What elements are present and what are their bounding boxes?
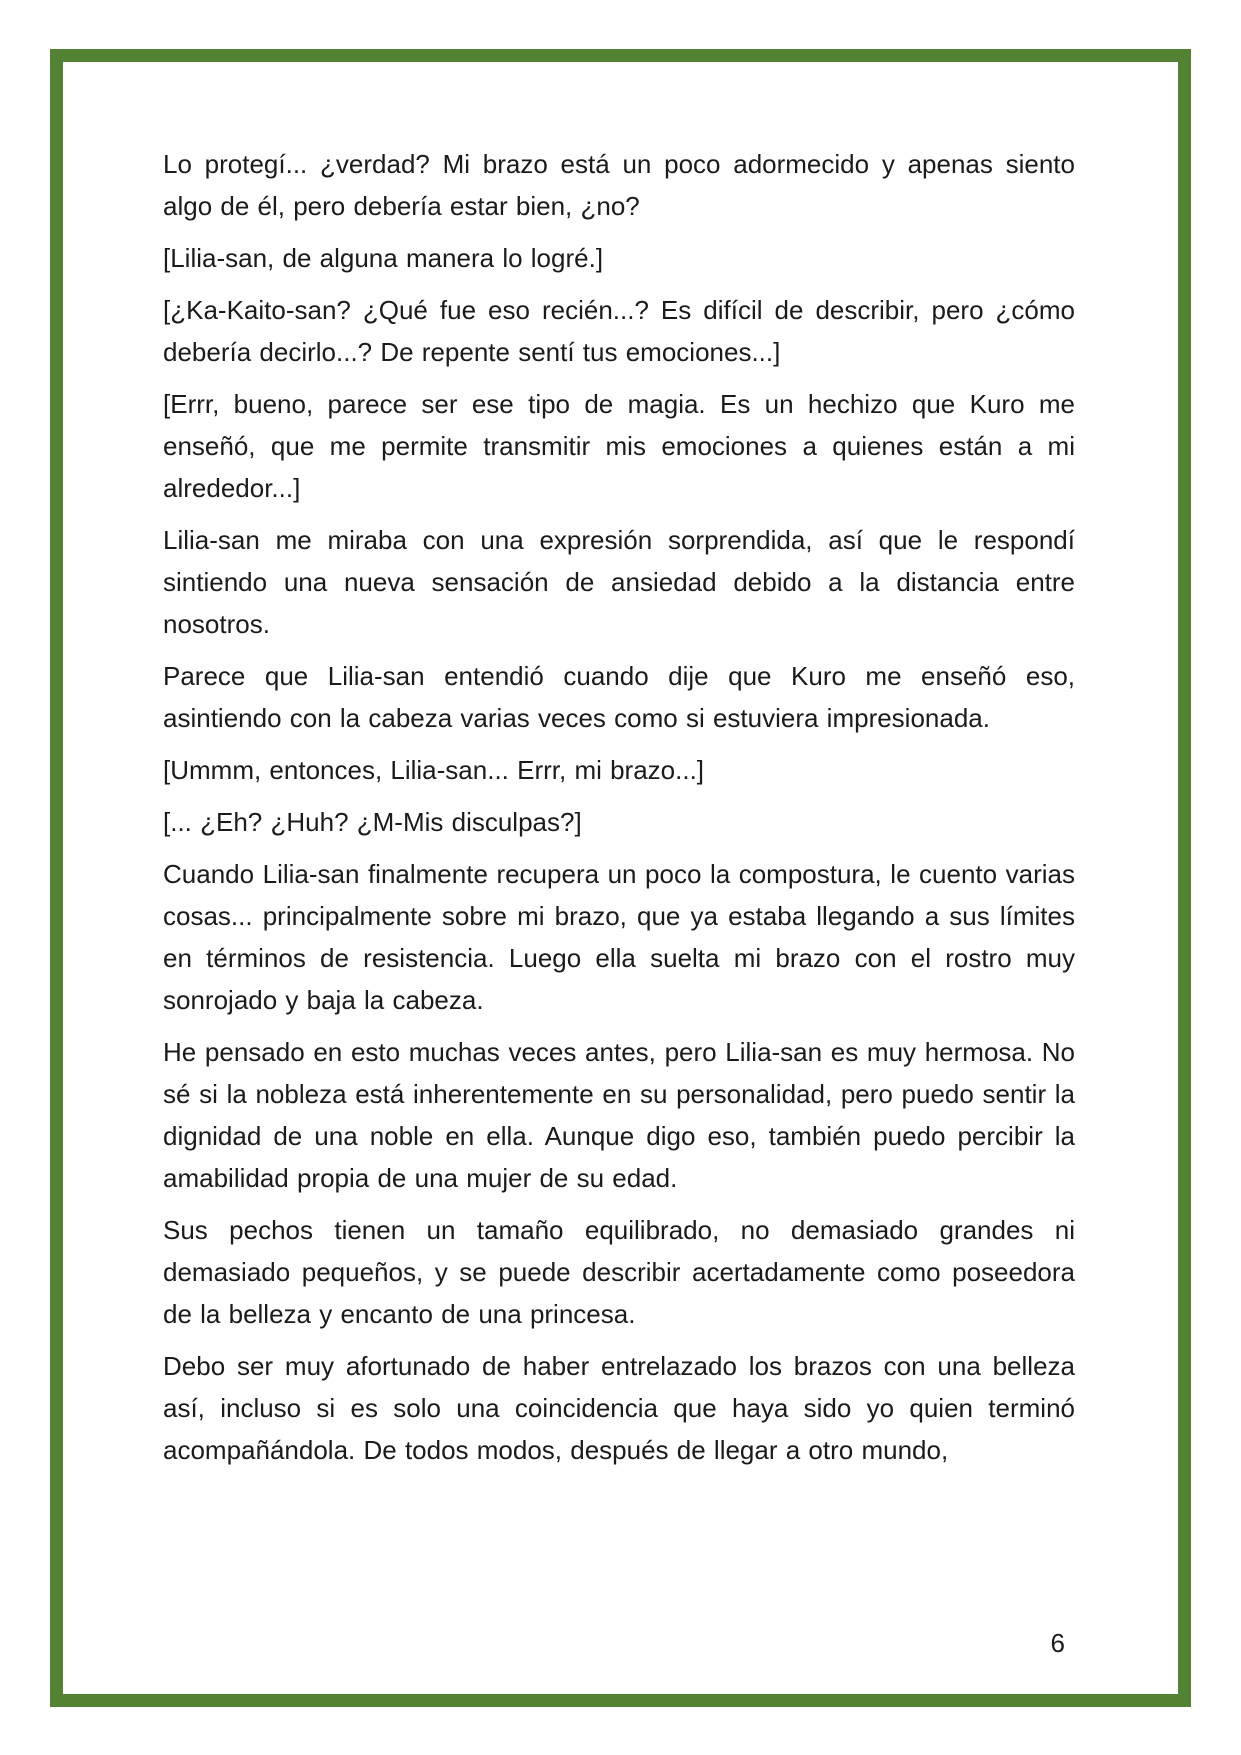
paragraph: Parece que Lilia-san entendió cuando dije que Kuro me enseñó eso, asintiendo con la cabeza varias veces como si estuviera impresionada. (163, 661, 1075, 733)
paragraph: [Ummm, entonces, Lilia-san... Errr, mi brazo...] (163, 755, 705, 785)
paragraph: Sus pechos tienen un tamaño equilibrado, no demasiado grandes ni demasiado pequeños, y se puede describir acertadamente como poseedora de la belleza y encanto de una princesa. (163, 1215, 1075, 1329)
paragraph: Cuando Lilia-san finalmente recupera un poco la compostura, le cuento varias cosas... principalmente sobre mi brazo, que ya estaba llegando a sus límites en términos de resistencia. Luego ella suelta mi brazo con el rostro muy sonrojado y baja la cabeza. (163, 859, 1075, 1015)
paragraph: He pensado en esto muchas veces antes, pero Lilia-san es muy hermosa. No sé si la nobleza está inherentemente en su personalidad, pero puedo sentir la dignidad de una noble en ella. Aunque digo eso, también puedo percibir la amabilidad propia de una mujer de su edad. (163, 1037, 1075, 1193)
paragraph: Debo ser muy afortunado de haber entrelazado los brazos con una belleza así, incluso si es solo una coincidencia que haya sido yo quien terminó acompañándola. De todos modos, después de llegar a otro mundo, (163, 1351, 1075, 1465)
paragraph: Lo protegí... ¿verdad? Mi brazo está un poco adormecido y apenas siento algo de él, pero debería estar bien, ¿no? (163, 149, 1075, 221)
paragraph: Lilia-san me miraba con una expresión sorprendida, así que le respondí sintiendo una nueva sensación de ansiedad debido a la distancia entre nosotros. (163, 525, 1075, 639)
paragraph: [Lilia-san, de alguna manera lo logré.] (163, 243, 604, 273)
page-number-label: 6 (1050, 1628, 1065, 1658)
page-border-frame (50, 49, 1191, 1707)
paragraph: [¿Ka-Kaito-san? ¿Qué fue eso recién...? Es difícil de describir, pero ¿cómo debería decirlo...? De repente sentí tus emociones...] (163, 295, 1075, 367)
paragraph: [... ¿Eh? ¿Huh? ¿M-Mis disculpas?] (163, 807, 582, 837)
paragraph: [Errr, bueno, parece ser ese tipo de magia. Es un hechizo que Kuro me enseñó, que me permite transmitir mis emociones a quienes están a mi alrededor...] (163, 389, 1075, 503)
text-body (63, 62, 1178, 1481)
